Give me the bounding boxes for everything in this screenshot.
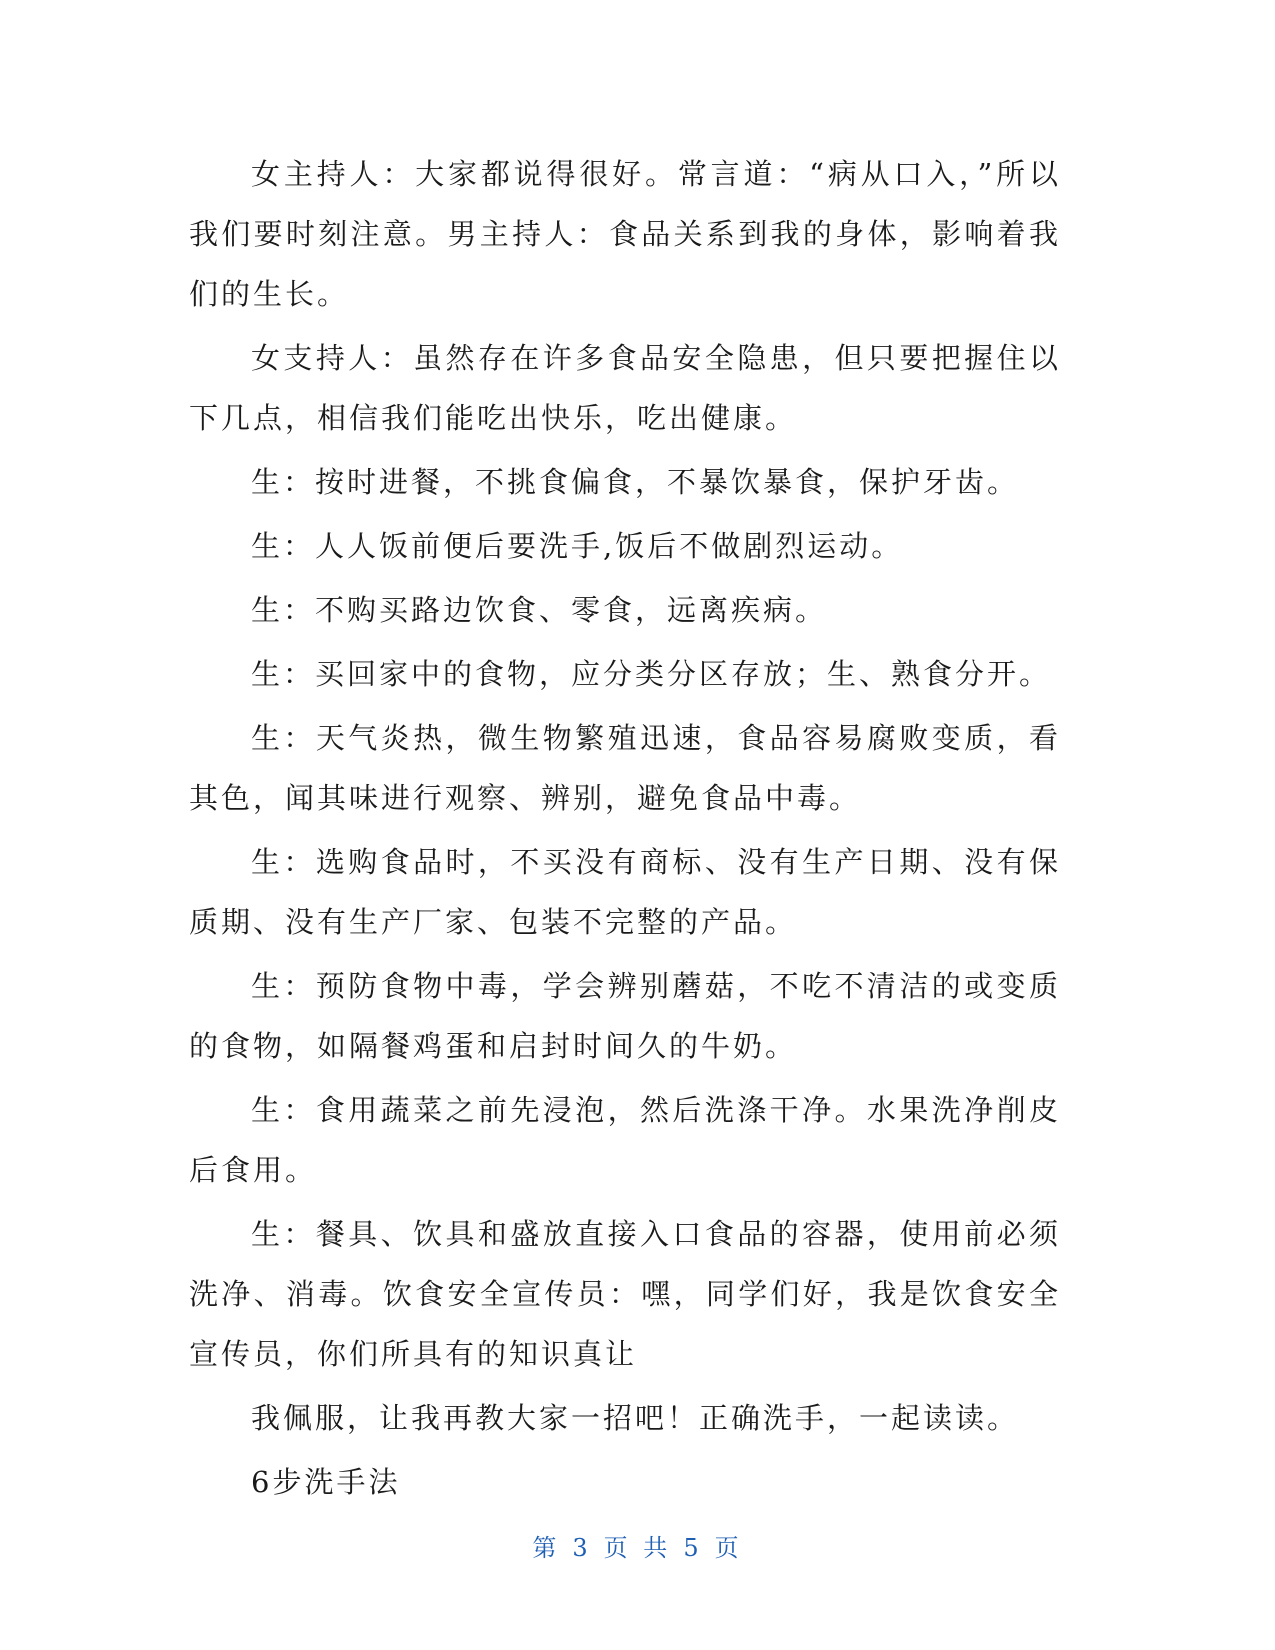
- paragraph-12: 我佩服，让我再教大家一招吧！正确洗手，一起读读。: [251, 1401, 1020, 1435]
- paragraph-2: 女支持人：虽然存在许多食品安全隐患，但只要把握住以下几点，相信我们能吃出快乐，吃出健康。: [189, 341, 1061, 435]
- paragraph-10: 生：食用蔬菜之前先浸泡，然后洗涤干净。水果洗净削皮后食用。: [189, 1093, 1061, 1187]
- paragraph-11: 生：餐具、饮具和盛放直接入口食品的容器，使用前必须洗净、消毒。饮食安全宣传员：嘿，同学们好，我是饮食安全宣传员，你们所具有的知识真让: [189, 1217, 1061, 1371]
- paragraph-7: 生：天气炎热，微生物繁殖迅速，食品容易腐败变质，看其色，闻其味进行观察、辨别，避免食品中毒。: [189, 721, 1061, 815]
- page-footer: [0, 1528, 1275, 1563]
- paragraph-13: 6步洗手法: [251, 1465, 401, 1499]
- paragraph-9: 生：预防食物中毒，学会辨别蘑菇，不吃不清洁的或变质的食物，如隔餐鸡蛋和启封时间久的牛奶。: [189, 969, 1061, 1063]
- paragraph-8: 生：选购食品时，不买没有商标、没有生产日期、没有保质期、没有生产厂家、包装不完整的产品。: [189, 845, 1061, 939]
- document-body: [189, 144, 1061, 1516]
- footer-prefix: 第: [532, 1534, 561, 1562]
- paragraph-1: 女主持人：大家都说得很好。常言道：“病从口入，”所以我们要时刻注意。男主持人：食品关系到我的身体，影响着我们的生长。: [189, 157, 1061, 311]
- footer-middle: 页 共: [603, 1534, 672, 1562]
- footer-suffix: 页: [714, 1534, 743, 1562]
- paragraph-4: 生：人人饭前便后要洗手,饭后不做剧烈运动。: [251, 529, 904, 563]
- paragraph-3: 生：按时进餐，不挑食偏食，不暴饮暴食，保护牙齿。: [251, 465, 1020, 499]
- footer-current-page: 3: [572, 1534, 592, 1562]
- paragraph-5: 生：不购买路边饮食、零食，远离疾病。: [251, 593, 828, 627]
- paragraph-6: 生：买回家中的食物，应分类分区存放；生、熟食分开。: [251, 657, 1052, 691]
- footer-total-pages: 5: [683, 1534, 703, 1562]
